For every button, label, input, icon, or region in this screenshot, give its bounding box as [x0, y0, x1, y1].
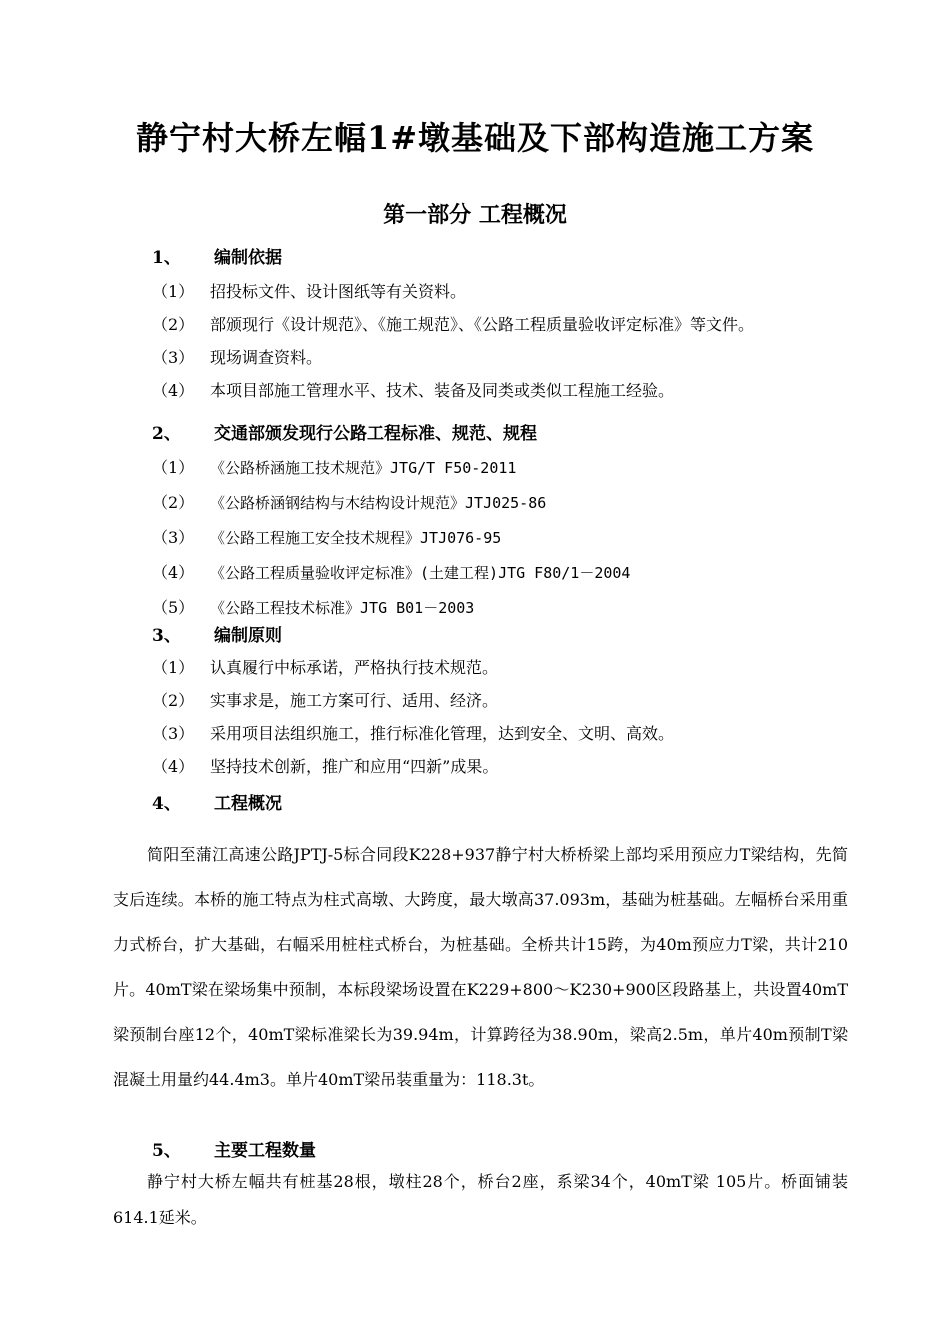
list-item [152, 721, 674, 744]
list-item [152, 345, 322, 368]
section-number: 2、 [152, 424, 181, 444]
section-title: 交通部颁发现行公路工程标准、规范、规程 [214, 424, 537, 444]
item-number: （3） [152, 528, 195, 547]
section-number: 4、 [152, 794, 181, 814]
project-overview-paragraph [113, 832, 848, 1102]
list-item [152, 455, 516, 478]
item-text: 《公路桥涵施工技术规范》JTG/T F50-2011 [210, 459, 517, 477]
list-item [152, 378, 674, 401]
paragraph-text: 静宁村大桥左幅共有桩基28根，墩柱28个，桥台2座，系梁34个，40mT梁 105片。桥面铺装614.1延米。 [113, 1172, 848, 1227]
item-number: （5） [152, 598, 195, 617]
item-text: 本项目部施工管理水平、技术、装备及同类或类似工程施工经验。 [210, 381, 675, 400]
item-number: （3） [152, 348, 195, 367]
section-number: 1、 [152, 248, 181, 268]
item-number: （2） [152, 315, 195, 334]
item-text: 《公路工程施工安全技术规程》JTJ076-95 [210, 529, 502, 547]
list-item [152, 525, 501, 548]
list-item [152, 490, 546, 513]
item-number: （2） [152, 493, 195, 512]
list-item [152, 560, 630, 583]
section-heading [152, 243, 282, 268]
item-text: 认真履行中标承诺，严格执行技术规范。 [210, 658, 499, 677]
item-text: 招投标文件、设计图纸等有关资料。 [210, 282, 467, 301]
item-number: （2） [152, 691, 195, 710]
item-text: 部颁现行《设计规范》、《施工规范》、《公路工程质量验收评定标准》等文件。 [210, 315, 755, 334]
item-text: 实事求是，施工方案可行、适用、经济。 [210, 691, 499, 710]
section-title: 编制原则 [214, 626, 282, 646]
item-text: 现场调查资料。 [210, 348, 323, 367]
section-heading [152, 621, 282, 646]
item-text: 坚持技术创新，推广和应用“四新”成果。 [210, 757, 499, 776]
list-item [152, 595, 474, 618]
section-title: 编制依据 [214, 248, 282, 268]
item-text: 《公路工程质量验收评定标准》(土建工程)JTG F80/1－2004 [210, 564, 631, 582]
item-text: 《公路工程技术标准》JTG B01－2003 [210, 599, 475, 617]
document-title: 静宁村大桥左幅1#墩基础及下部构造施工方案 [135, 119, 815, 157]
item-number: （1） [152, 282, 195, 301]
paragraph-text: 简阳至蒲江高速公路JPTJ-5标合同段K228+937静宁村大桥桥梁上部均采用预应力T梁结构，先简支后连续。本桥的施工特点为柱式高墩、大跨度，最大墩高37.093m，基础为桩基础。左幅桥台采用重力式桥台，扩大基础，右幅采用桩柱式桥台，为桩基础。全桥共计15跨，为40m预应力T梁，共计210片。40mT梁在梁场集中预制，本标段梁场设置在K229+800～K230+900区段路基上，共设置40mT梁预制台座12个，40mT梁标准梁长为39.94m，计算跨径为38.90m，梁高2.5m，单片40m预制T梁混凝土用量约44.4m3。单片40mT梁吊装重量为：118.3t。 [113, 845, 848, 1089]
section-number: 3、 [152, 626, 181, 646]
section-title: 工程概况 [214, 794, 282, 814]
item-number: （4） [152, 757, 195, 776]
section-title: 主要工程数量 [214, 1141, 316, 1161]
list-item [152, 655, 498, 678]
list-item [152, 279, 466, 302]
item-number: （1） [152, 458, 195, 477]
section-heading [152, 1136, 316, 1161]
list-item [152, 312, 754, 335]
item-number: （4） [152, 563, 195, 582]
item-text: 采用项目法组织施工，推行标准化管理，达到安全、文明、高效。 [210, 724, 675, 743]
list-item [152, 754, 498, 777]
list-item [152, 688, 498, 711]
item-number: （3） [152, 724, 195, 743]
section-number: 5、 [152, 1141, 181, 1161]
part-title: 第一部分 工程概况 [383, 202, 567, 228]
item-text: 《公路桥涵钢结构与木结构设计规范》JTJ025-86 [210, 494, 547, 512]
quantities-paragraph [113, 1164, 848, 1236]
item-number: （4） [152, 381, 195, 400]
item-number: （1） [152, 658, 195, 677]
section-heading [152, 419, 537, 444]
section-heading [152, 789, 282, 814]
